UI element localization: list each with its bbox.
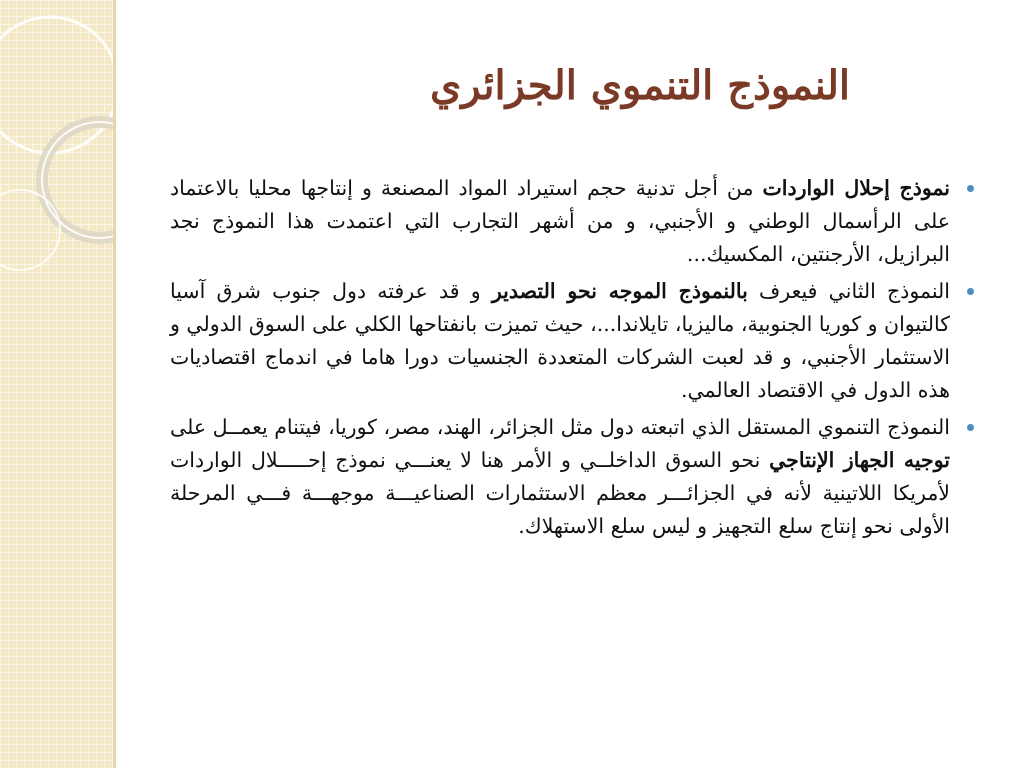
bullet-1-bold-term: نموذج إحلال الواردات [762,176,950,200]
bullet-dot-icon [967,288,974,295]
bullet-2-text-start: النموذج الثاني فيعرف [747,279,950,303]
bullet-item-1 [170,172,950,271]
bullet-item-2 [170,275,950,407]
bullet-1-text: من أجل تدنية حجم استيراد المواد المصنعة و إنتاجها محليا بالاعتماد على الرأسمال الوطني و الأجنبي، و من أشهر التجارب التي اعتمدت هذا النموذج نجد البرازيل، الأرجنتين، المكسيك... [170,176,950,266]
decorative-circles [0,0,113,768]
bullet-dot-icon [967,185,974,192]
bullet-2-text-end: و قد عرفته دول جنوب شرق آسيا كالتيوان و كوريا الجنوبية، ماليزيا، تايلاندا...، حيث تميزت بانفتاحها الكلي على السوق الدولي و الاستثمار الأجنبي، و قد لعبت الشركات المتعددة الجنسيات دورا هاما في اندماج اقتصاديات هذه الدول في الاقتصاد العالمي. [170,279,950,402]
bullet-3-text-start: النموذج التنموي المستقل الذي اتبعته دول مثل الجزائر، الهند، مصر، كوريا، فيتنام يعمــل على [170,415,950,439]
bullet-3-text-end: نحو السوق الداخلــي و الأمر هنا لا يعنـــي نموذج إحـــــلال الواردات لأمريكا اللاتينية لأنه في الجزائـــر معظم الاستثمارات الصناعيـــة موجهـــة فـــي المرحلة الأولى نحو إنتاج سلع التجهيز و ليس سلع الاستهلاك. [170,448,950,538]
slide-title: النموذج التنموي الجزائري [430,62,850,109]
bullet-2-bold-term: بالنموذج الموجه نحو التصدير [491,279,748,303]
left-decorative-panel [0,0,113,768]
bullet-dot-icon [967,424,974,431]
panel-divider [113,0,116,768]
bullet-item-3 [170,411,950,543]
slide-content [170,172,950,547]
bullet-3-bold-term: توجيه الجهاز الإنتاجي [769,448,950,472]
